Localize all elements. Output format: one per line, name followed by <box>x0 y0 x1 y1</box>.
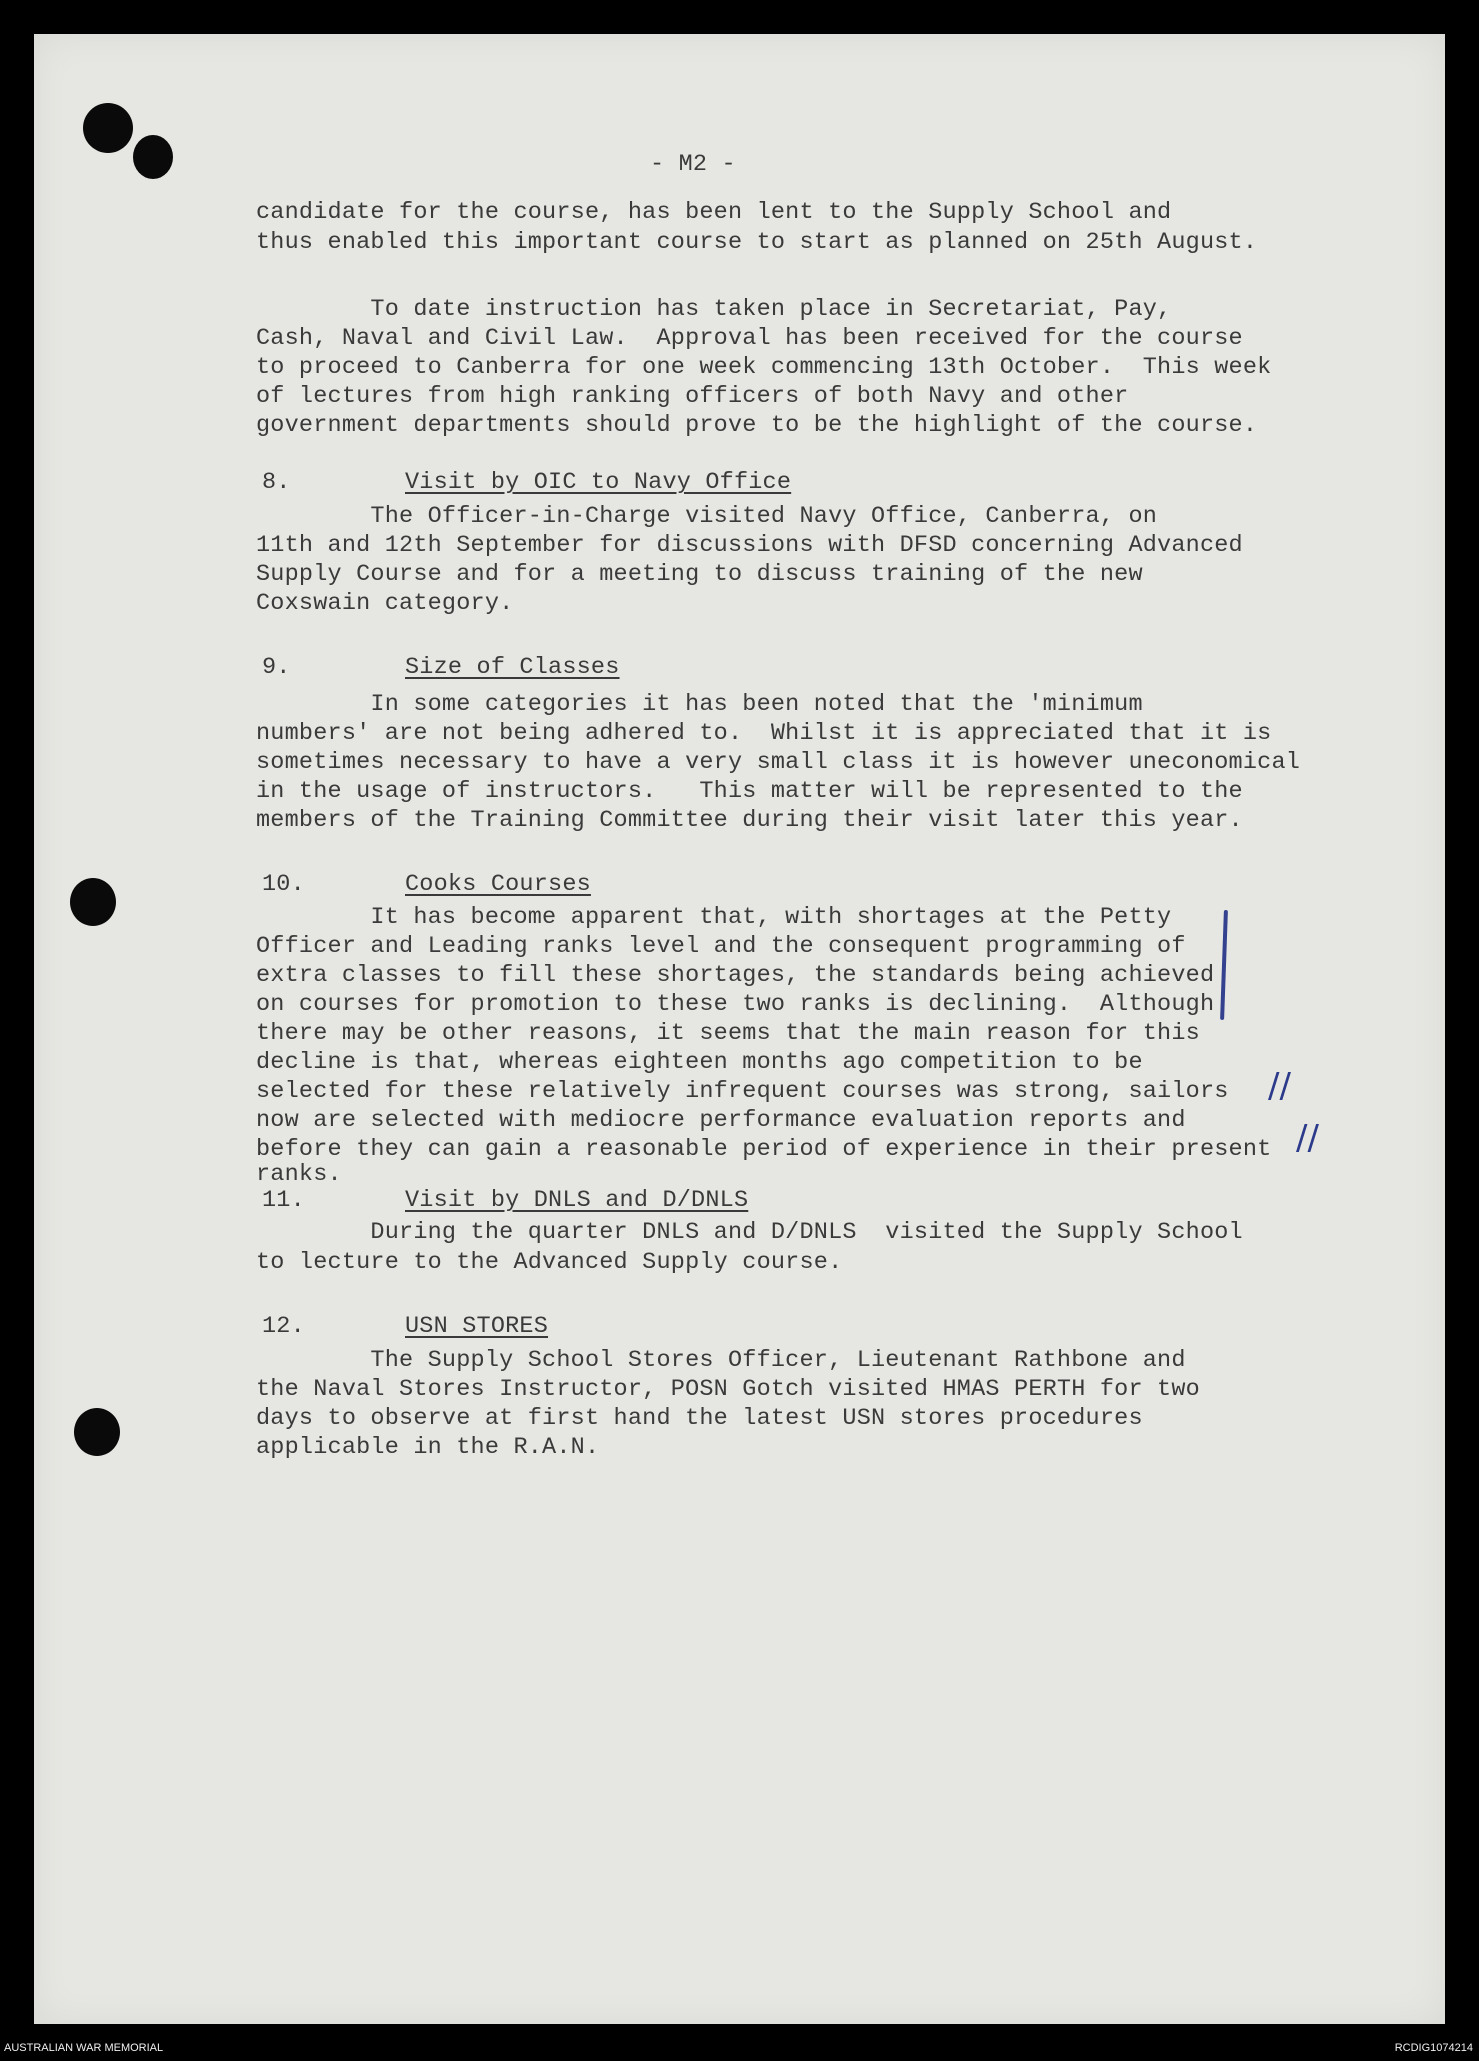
paragraph-line: extra classes to fill these shortages, the standards being achieved <box>256 962 1215 989</box>
paragraph-line: the Naval Stores Instructor, POSN Gotch visited HMAS PERTH for two <box>256 1376 1200 1403</box>
paragraph-line: candidate for the course, has been lent to the Supply School and <box>256 199 1172 226</box>
paragraph-line: applicable in the R.A.N. <box>256 1434 600 1461</box>
paragraph-line: ranks. <box>256 1161 342 1188</box>
section-heading: Visit by DNLS and D/DNLS <box>405 1187 749 1214</box>
paragraph-line: In some categories it has been noted that the 'minimum <box>256 691 1143 718</box>
paragraph-line: there may be other reasons, it seems that the main reason for this <box>256 1020 1200 1047</box>
footer-source: AUSTRALIAN WAR MEMORIAL <box>4 2042 164 2054</box>
paragraph-line: in the usage of instructors. This matter will be represented to the <box>256 778 1243 805</box>
paragraph-line: government departments should prove to be the highlight of the course. <box>256 412 1258 439</box>
paragraph-line: It has become apparent that, with shortages at the Petty <box>256 904 1172 931</box>
paragraph-line: Coxswain category. <box>256 590 514 617</box>
paragraph-line: on courses for promotion to these two ranks is declining. Although <box>256 991 1215 1018</box>
paragraph-line: The Supply School Stores Officer, Lieutenant Rathbone and <box>256 1347 1186 1374</box>
section-heading: USN STORES <box>405 1313 549 1340</box>
paragraph-line: Cash, Naval and Civil Law. Approval has been received for the course <box>256 325 1243 352</box>
paragraph-line: to proceed to Canberra for one week commencing 13th October. This week <box>256 354 1272 381</box>
section-number: 9. <box>262 654 291 681</box>
section-number: 12. <box>262 1313 305 1340</box>
footer-id: RCDIG1074214 <box>1394 2042 1473 2054</box>
paragraph-line: to lecture to the Advanced Supply course. <box>256 1249 843 1276</box>
paragraph-line: Supply Course and for a meeting to discuss training of the new <box>256 561 1143 588</box>
paragraph-line: before they can gain a reasonable period of experience in their present <box>256 1136 1272 1163</box>
section-heading: Size of Classes <box>405 654 620 681</box>
paragraph-line: During the quarter DNLS and D/DNLS visited the Supply School <box>256 1219 1243 1246</box>
punch-hole <box>74 1408 120 1456</box>
paragraph-line: Officer and Leading ranks level and the consequent programming of <box>256 933 1186 960</box>
punch-hole <box>83 103 133 153</box>
paragraph-line: The Officer-in-Charge visited Navy Office, Canberra, on <box>256 503 1158 530</box>
punch-hole <box>70 878 116 926</box>
paragraph-line: now are selected with mediocre performance evaluation reports and <box>256 1107 1186 1134</box>
punch-hole <box>133 135 173 179</box>
paragraph-line: sometimes necessary to have a very small class it is however uneconomical <box>256 749 1301 776</box>
section-number: 10. <box>262 871 305 898</box>
paragraph-line: selected for these relatively infrequent courses was strong, sailors <box>256 1078 1229 1105</box>
paragraph-line: thus enabled this important course to start as planned on 25th August. <box>256 229 1258 256</box>
paragraph-line: decline is that, whereas eighteen months ago competition to be <box>256 1049 1143 1076</box>
paragraph-line: days to observe at first hand the latest USN stores procedures <box>256 1405 1143 1432</box>
page-number: - M2 - <box>650 151 736 178</box>
section-heading: Visit by OIC to Navy Office <box>405 469 792 496</box>
margin-mark: // <box>1296 1118 1319 1158</box>
paragraph-line: To date instruction has taken place in Secretariat, Pay, <box>256 296 1172 323</box>
paragraph-line: of lectures from high ranking officers of both Navy and other <box>256 383 1129 410</box>
section-number: 11. <box>262 1187 305 1214</box>
section-number: 8. <box>262 469 291 496</box>
margin-mark: // <box>1268 1066 1291 1106</box>
paragraph-line: members of the Training Committee during their visit later this year. <box>256 807 1243 834</box>
paragraph-line: numbers' are not being adhered to. Whilst it is appreciated that it is <box>256 720 1272 747</box>
section-heading: Cooks Courses <box>405 871 591 898</box>
paragraph-line: 11th and 12th September for discussions with DFSD concerning Advanced <box>256 532 1243 559</box>
